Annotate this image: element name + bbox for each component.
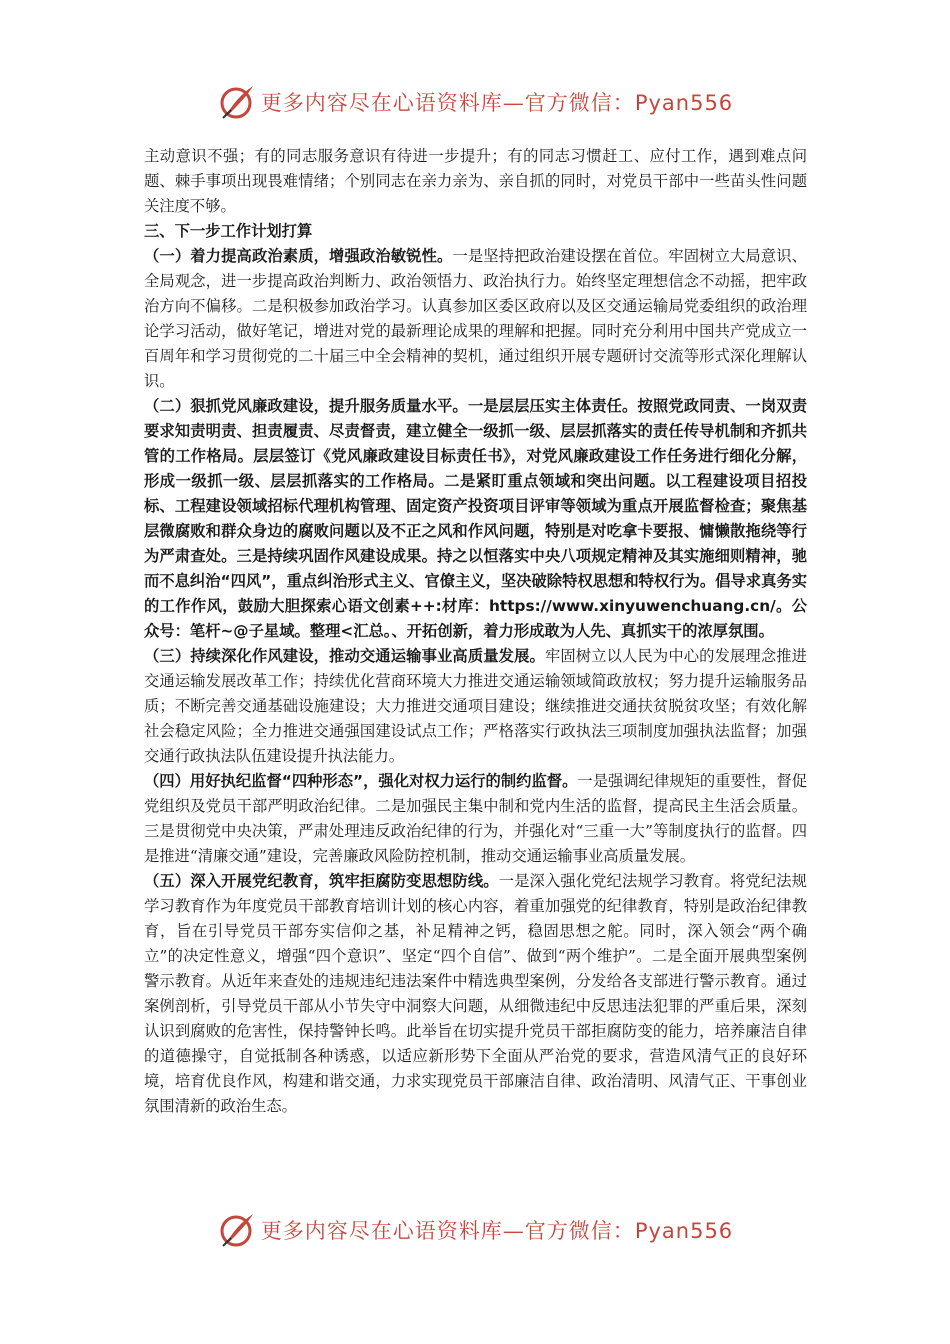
paragraph-1-heading: （一）着力提高政治素质，增强政治敏锐性。 — [144, 247, 453, 265]
quill-logo-icon — [217, 1210, 257, 1250]
paragraph-3-heading: （三）持续深化作风建设，推动交通运输事业高质量发展。 — [144, 647, 545, 665]
paragraph-5-body: 一是深入强化党纪法规学习教育。将党纪法规学习教育作为年度党员干部教育培训计划的核心内容，着重加强党的纪律教育，特别是政治纪律教育，旨在引导党员干部夯实信仰之基，补足精神之钙，稳固思想之舵。同时，深入领会“两个确立”的决定性意义，增强“四个意识”、坚定“四个自信”、做到“两个维护”。二是全面开展典型案例警示教育。从近年来查处的违规违纪违法案件中精选典型案例，分发给各支部进行警示教育。通过案例剖析，引导党员干部从小节失守中洞察大问题，从细微违纪中反思违法犯罪的严重后果，深刻认识到腐败的危害性，保持警钟长鸣。此举旨在切实提升党员干部拒腐防变的能力，培养廉洁自律的道德操守，自觉抵制各种诱惑，以适应新形势下全面从严治党的要求，营造风清气正的良好环境，培育优良作风，构建和谐交通，力求实现党员干部廉洁自律、政治清明、风清气正、干事创业氛围清新的政治生态。 — [144, 872, 807, 1115]
header-banner — [0, 82, 950, 122]
paragraph-4-heading: （四）用好执纪监督“四种形态”，强化对权力运行的制约监督。 — [144, 772, 578, 790]
paragraph-4 — [144, 769, 807, 869]
banner-label: 更多内容尽在心语资料库—官方微信： — [260, 1219, 635, 1243]
document-body — [144, 144, 807, 1119]
paragraph-5-heading: （五）深入开展党纪教育，筑牢拒腐防变思想防线。 — [144, 872, 499, 890]
wechat-id: Pyan556 — [634, 91, 734, 115]
paragraph-1 — [144, 244, 807, 394]
wechat-id: Pyan556 — [634, 1219, 734, 1243]
banner-label: 更多内容尽在心语资料库—官方微信： — [260, 91, 635, 115]
paragraph-3 — [144, 644, 807, 769]
paragraph-5 — [144, 869, 807, 1119]
quill-logo-icon — [217, 82, 257, 122]
paragraph-2: （二）狠抓党风廉政建设，提升服务质量水平。一是层层压实主体责任。按照党政同责、一岗双责要求知责明责、担责履责、尽责督责，建立健全一级抓一级、层层抓落实的责任传导机制和齐抓共管的工作格局。层层签订《党风廉政建设目标责任书》，对党风廉政建设工作任务进行细化分解，形成一级抓一级、层层抓落实的工作格局。二是紧盯重点领域和突出问题。以工程建设项目招投标、工程建设领域招标代理机构管理、固定资产投资项目评审等领域为重点开展监督检查；聚焦基层微腐败和群众身边的腐败问题以及不正之风和作风问题，特别是对吃拿卡要报、慵懒散拖绕等行为严肃查处。三是持续巩固作风建设成果。持之以恒落实中央八项规定精神及其实施细则精神，驰而不息纠治“四风”，重点纠治形式主义、官僚主义，坚决破除特权思想和特权行为。倡导求真务实的工作作风，鼓励大胆探索心语文创素++:材库：https://www.xinyuwenchuang.cn/。公众号：笔杆~@子星域。整理<汇总。、开拓创新，着力形成敢为人先、真抓实干的浓厚氛围。 — [144, 397, 807, 640]
footer-banner — [0, 1210, 950, 1250]
paragraph-intro: 主动意识不强；有的同志服务意识有待进一步提升；有的同志习惯赶工、应付工作，遇到难点问题、棘手事项出现畏难情绪；个别同志在亲力亲为、亲自抓的同时，对党员干部中一些苗头性问题关注度不够。 — [144, 147, 807, 215]
paragraph-1-body: 一是坚持把政治建设摆在首位。牢固树立大局意识、全局观念，进一步提高政治判断力、政治领悟力、政治执行力。始终坚定理想信念不动摇，把牢政治方向不偏移。二是积极参加政治学习。认真参加区委区政府以及区交通运输局党委组织的政治理论学习活动，做好笔记，增进对党的最新理论成果的理解和把握。同时充分利用中国共产党成立一百周年和学习贯彻党的二十届三中全会精神的契机，通过组织开展专题研讨交流等形式深化理解认识。 — [144, 247, 807, 390]
banner-text — [261, 87, 733, 117]
section-heading: 三、下一步工作计划打算 — [144, 222, 313, 240]
paragraph-4-body: 一是强调纪律规矩的重要性，督促党组织及党员干部严明政治纪律。二是加强民主集中制和党内生活的监督，提高民主生活会质量。三是贯彻党中央决策，严肃处理违反政治纪律的行为，并强化对“三重一大”等制度执行的监督。四是推进“清廉交通”建设，完善廉政风险防控机制，推动交通运输事业高质量发展。 — [144, 772, 807, 865]
banner-text — [261, 1215, 733, 1245]
paragraph-3-body: 牢固树立以人民为中心的发展理念推进交通运输发展改革工作；持续优化营商环境大力推进交通运输领域简政放权；努力提升运输服务品质；不断完善交通基础设施建设；大力推进交通项目建设；继续推进交通扶贫脱贫攻坚；有效化解社会稳定风险；全力推进交通强国建设试点工作；严格落实行政执法三项制度加强执法监督；加强交通行政执法队伍建设提升执法能力。 — [144, 647, 807, 765]
